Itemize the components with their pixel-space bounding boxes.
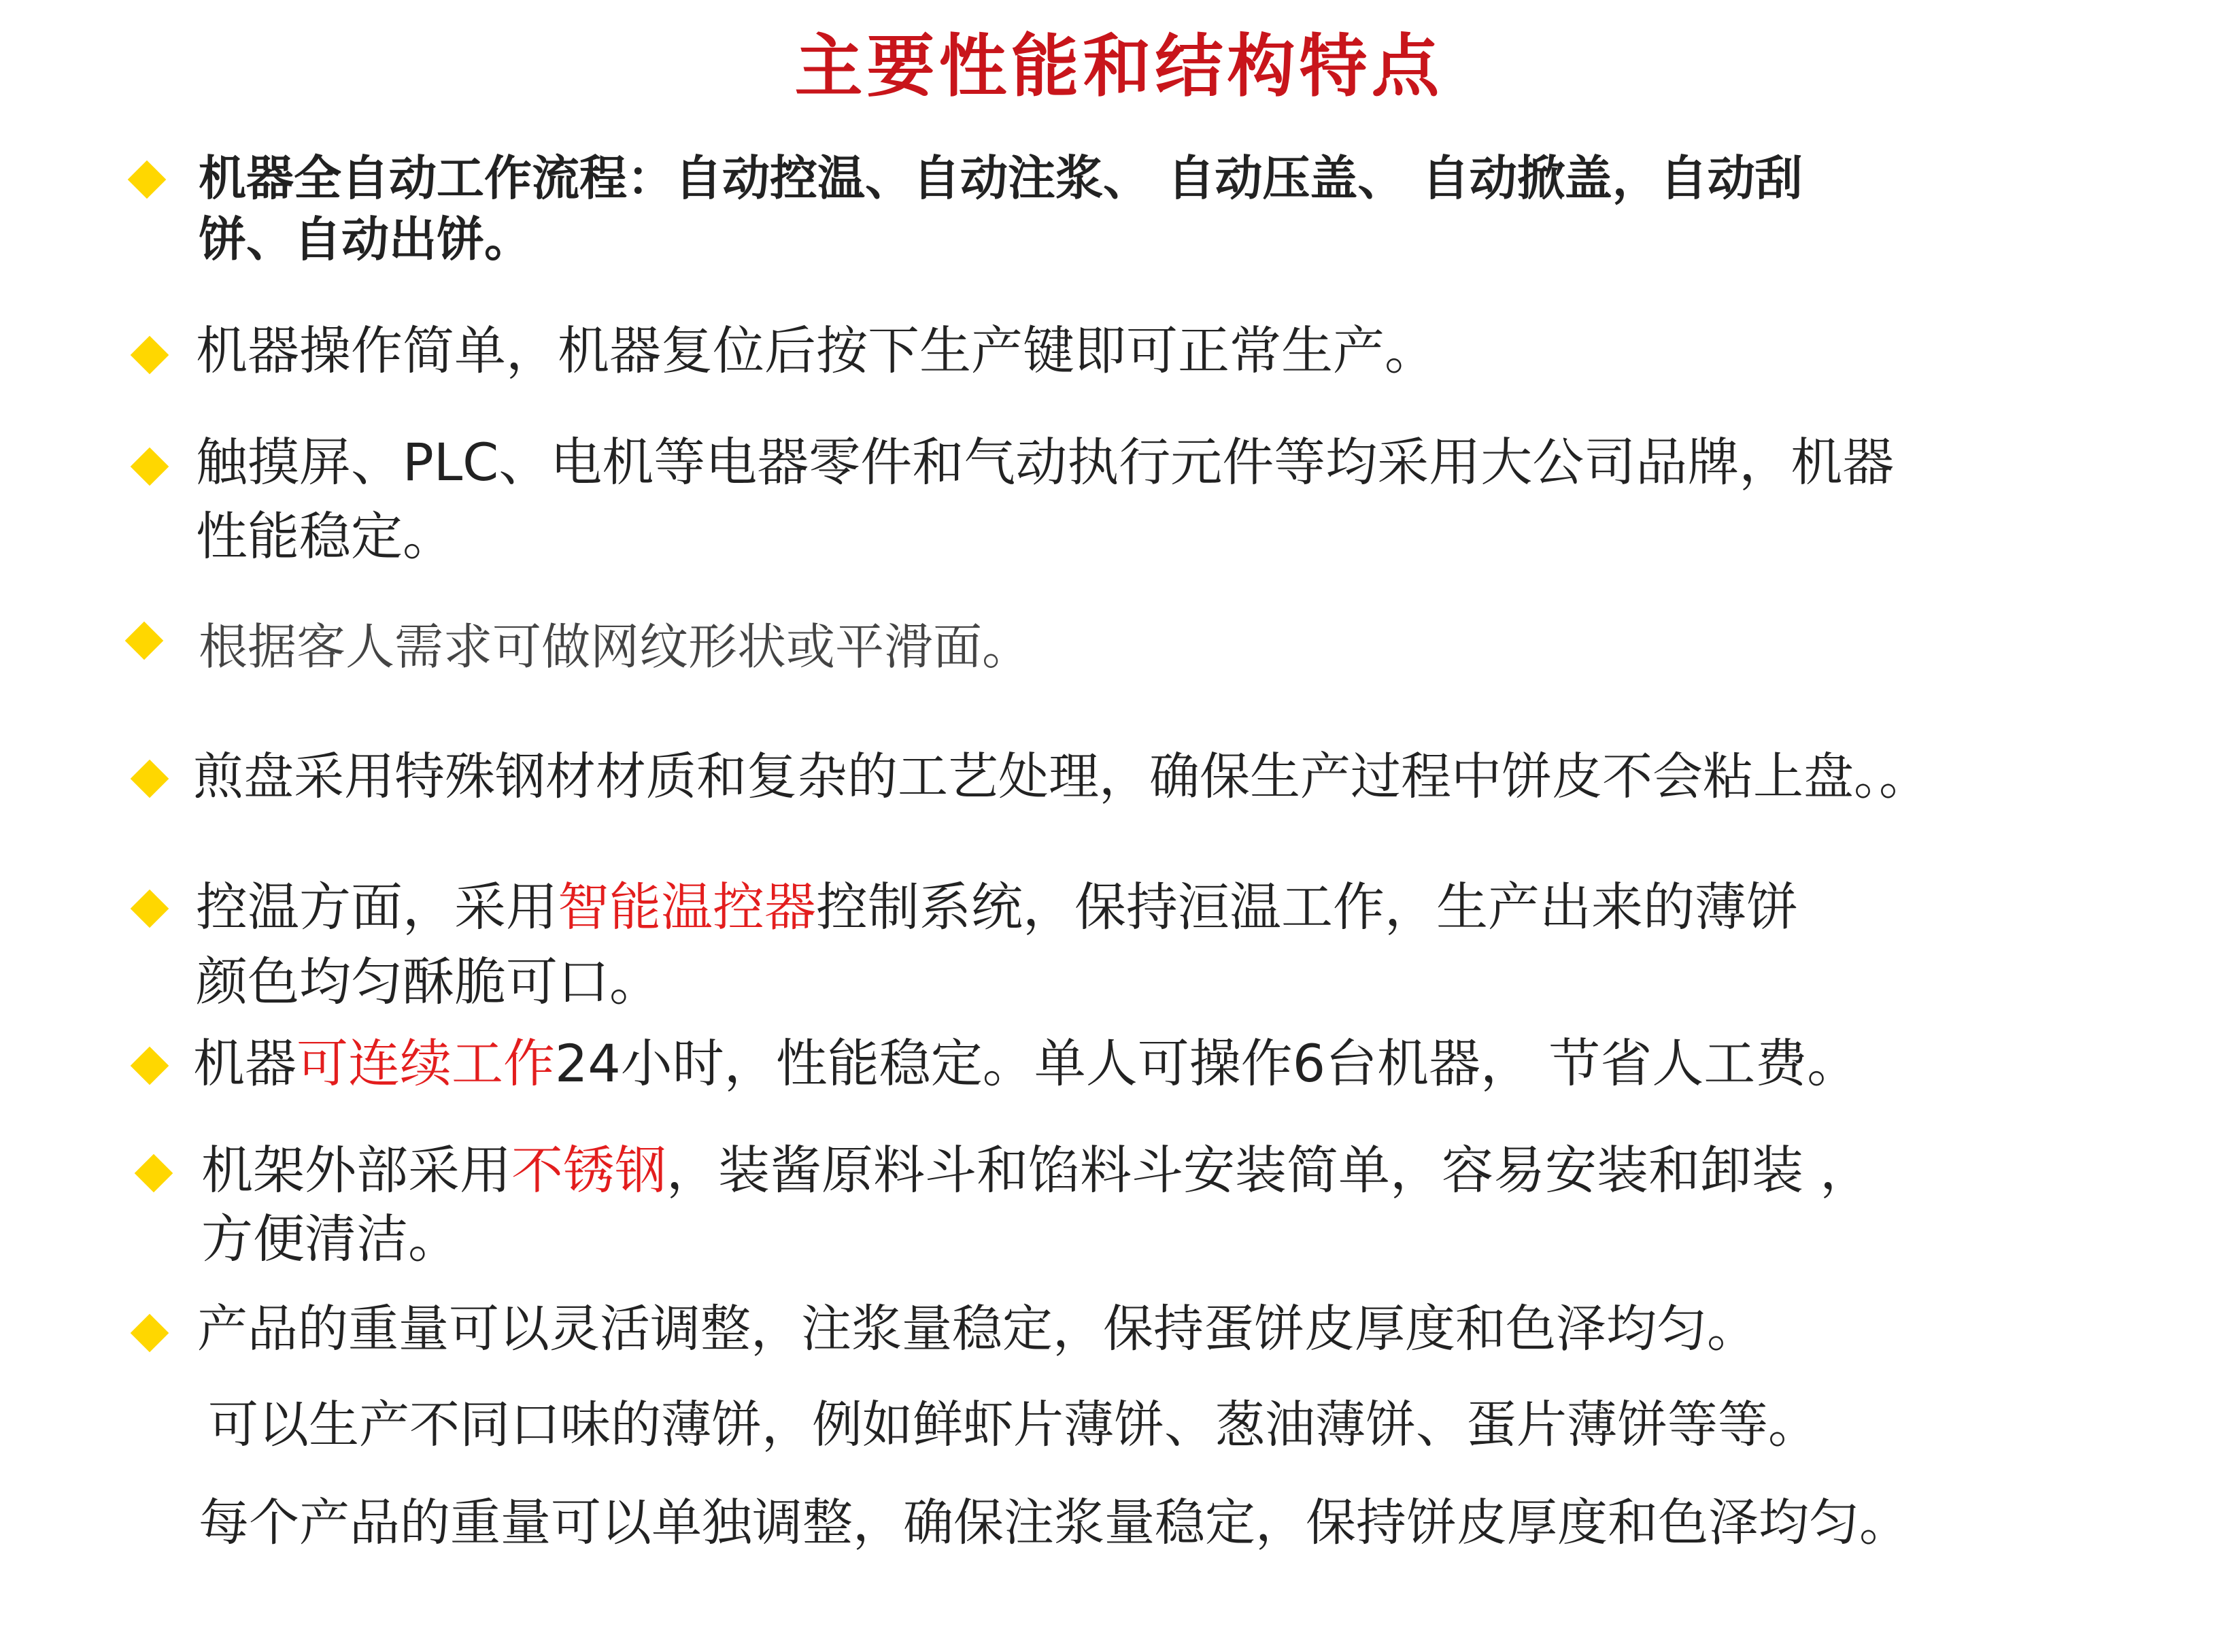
- item-text-line: [196, 877, 1798, 937]
- item-text-line: 饼、自动出饼。: [199, 212, 532, 267]
- item-text-line: 根据客人需求可做网纹形状或平滑面。: [199, 618, 1032, 675]
- diamond-bullet-icon: [131, 336, 169, 375]
- highlight-text: 智能温控器: [558, 877, 816, 937]
- item-text-line: 机器操作简单，机器复位后按下生产键即可正常生产。: [196, 320, 1436, 381]
- item-text-line: [193, 1034, 1859, 1093]
- item-text-segment: 机架外部采用: [201, 1140, 511, 1200]
- diamond-bullet-icon: [131, 1047, 169, 1085]
- item-text-line: 方便清洁。: [201, 1209, 460, 1269]
- diamond-bullet-icon: [131, 890, 169, 928]
- item-text-line: 机器全自动工作流程：自动控温、自动注浆、 自动压盖、 自动掀盖，自动刮: [199, 150, 1803, 206]
- diamond-bullet-icon: [125, 622, 164, 660]
- item-text-line: [201, 1141, 1871, 1200]
- item-text-line: 每个产品的重量可以单独调整，确保注浆量稳定，保持饼皮厚度和色泽均匀。: [199, 1494, 1910, 1552]
- diamond-bullet-icon: [131, 448, 169, 486]
- page-title: 主要性能和结构特点: [794, 27, 1444, 106]
- diamond-bullet-icon: [128, 161, 167, 199]
- highlight-text: 可连续工作: [296, 1033, 555, 1094]
- item-text-line: 煎盘采用特殊钢材材质和复杂的工艺处理，确保生产过程中饼皮不会粘上盘。。: [193, 747, 1929, 806]
- diamond-bullet-icon: [131, 760, 169, 798]
- item-text-line: 可以生产不同口味的薄饼，例如鲜虾片薄饼、葱油薄饼、蛋片薄饼等等。: [208, 1396, 1818, 1454]
- item-text-segment: 控温方面，采用: [196, 877, 558, 937]
- highlight-text: 不锈钢: [511, 1140, 666, 1200]
- item-text-segment: ，装酱原料斗和馅料斗安装简单，容易安装和卸装 ，: [666, 1140, 1872, 1200]
- item-text-line: 颜色均匀酥脆可口。: [196, 951, 661, 1012]
- item-text-segment: 24小时，性能稳定。单人可操作6台机器， 节省人工费。: [555, 1033, 1859, 1094]
- item-text-line: 性能稳定。: [196, 506, 454, 567]
- item-text-segment: 控制系统，保持洹温工作，生产出来的薄饼: [816, 877, 1798, 937]
- diamond-bullet-icon: [131, 1314, 169, 1353]
- item-text-line: 触摸屏、PLC、电机等电器零件和气动执行元件等均采用大公司品牌，机器: [196, 432, 1895, 492]
- item-text-line: 产品的重量可以灵活调整，注浆量稳定，保持蛋饼皮厚度和色泽均匀。: [197, 1300, 1757, 1358]
- diamond-bullet-icon: [135, 1154, 173, 1193]
- item-text-segment: 机器: [193, 1033, 296, 1094]
